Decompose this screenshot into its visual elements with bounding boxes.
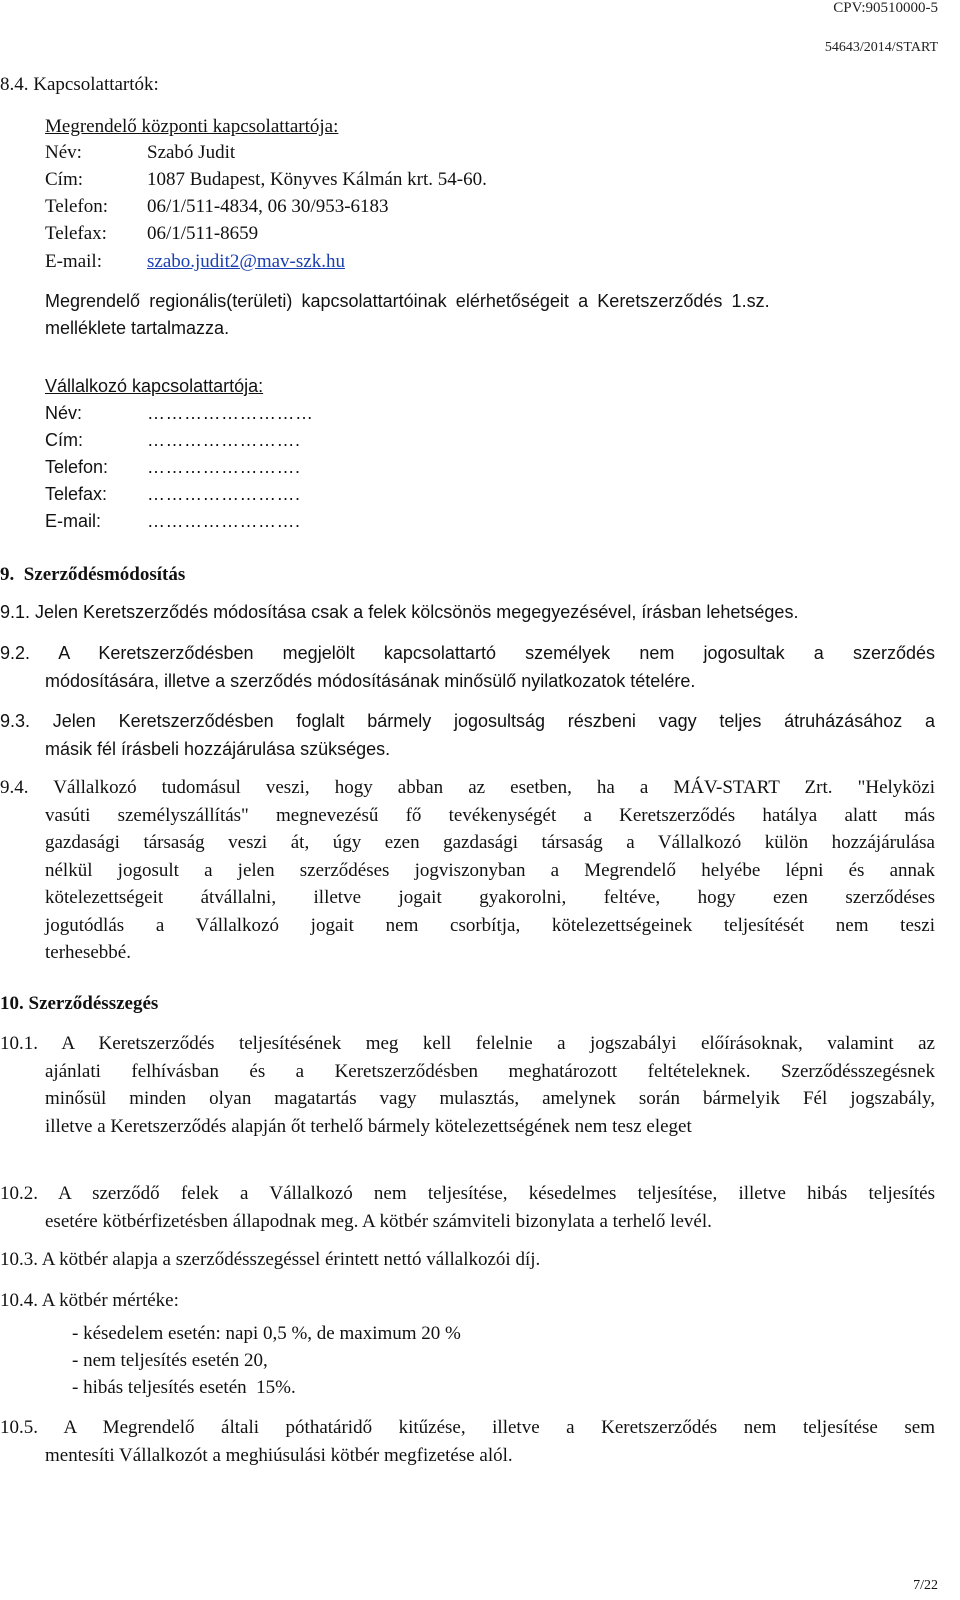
paragraph-line: mentesíti Vállalkozót a meghiúsulási kötbér megfizetése alól. [45,1444,513,1466]
label: Név: [45,403,83,423]
central-email-row [45,248,345,275]
paragraph-9-2 [0,640,935,695]
paragraph-line: ajánlati felhívásban és a Keretszerződésben meghatározott feltételeknek. Szerződésszegésnek [45,1060,935,1082]
paragraph-9-3 [0,708,935,763]
label: Név: [45,142,82,163]
label: Telefax: [45,484,108,504]
paragraph-line: terhesebbé. [45,942,131,963]
paragraph-line: módosítására, illetve a szerződés módosításának minősülő nyilatkozatok tételére. [45,670,696,691]
paragraph-line: másik fél írásbeli hozzájárulása szükséges. [45,738,391,759]
paragraph-line: jogutódlás a Vállalkozó jogait nem csorbítja, kötelezettségeinek teljesítését nem teszi [45,914,935,936]
regional-contacts-line-1: Megrendelő regionális(területi) kapcsolattartóinak elérhetőségeit a Keretszerződés 1.sz. [45,291,770,311]
paragraph-10-1 [0,1030,935,1140]
contractor-fax-row [45,481,301,508]
label: E-mail: [45,511,102,531]
label: Telefon: [45,196,109,217]
paragraph-line: vasúti személyszállítás" megnevezésű fő tevékenységét a Keretszerződés hatálya alatt más [45,804,935,826]
paragraph-line: kötelezettségeit átvállalni, illetve jogait gyakorolni, feltéve, hogy ezen szerződéses [45,887,935,908]
paragraph-line: nélkül jogosult a jelen szerződéses jogviszonyban a Megrendelő helyébe lépni és annak [45,859,935,881]
central-phone-row [45,193,389,220]
central-address-row [45,166,487,193]
central-contact-title: Megrendelő központi kapcsolattartója: [45,116,339,137]
list-item: - hibás teljesítés esetén 15%. [72,1377,296,1398]
paragraph-line: esetére kötbérfizetésben állapodnak meg. A kötbér számviteli bizonylata a terhelő levél. [45,1210,712,1232]
paragraph-line: 10.1. A Keretszerződés teljesítésének meg kell felelnie a jogszabályi előírásoknak, valamint az [0,1033,935,1054]
central-name-row [45,139,235,166]
section-heading-10: 10. Szerződésszegés [0,993,159,1014]
label: Telefon: [45,457,109,477]
contractor-contact-title: Vállalkozó kapcsolattartója: [45,376,264,396]
paragraph-line: 10.5. A Megrendelő általi póthatáridő kitűzése, illetve a Keretszerződés nem teljesítése sem [0,1417,935,1438]
list-item: - nem teljesítés esetén 20, [72,1350,268,1371]
section-heading-8-4: 8.4. Kapcsolattartók: [0,74,159,95]
paragraph-line: 9.3. Jelen Keretszerződésben foglalt bármely jogosultság részbeni vagy teljes átruházásához a [0,711,935,731]
paragraph-line: 10.2. A szerződő felek a Vállalkozó nem teljesítése, késedelmes teljesítése, illetve hibás teljesítés [0,1183,935,1204]
list-item: - késedelem esetén: napi 0,5 %, de maximum 20 % [72,1323,461,1344]
paragraph-9-4 [0,774,935,967]
placeholder-dots: ……………………. [147,430,301,450]
email-link[interactable]: szabo.judit2@mav-szk.hu [147,251,345,272]
paragraph-10-2 [0,1180,935,1235]
paragraph-9-1: 9.1. Jelen Keretszerződés módosítása csak a felek kölcsönös megegyezésével, írásban lehetséges. [0,602,799,622]
label: Cím: [45,169,84,190]
label: Telefax: [45,223,107,244]
label: Cím: [45,430,83,450]
paragraph-10-3: 10.3. A kötbér alapja a szerződésszegéssel érintett nettó vállalkozói díj. [0,1249,541,1270]
label: E-mail: [45,251,102,272]
placeholder-dots: ……………………. [147,457,301,477]
placeholder-dots: ……………………. [147,484,301,504]
contractor-address-row [45,427,301,454]
contractor-name-row [45,400,314,427]
placeholder-dots: ……………………… [147,403,314,423]
paragraph-line: illetve a Keretszerződés alapján őt terhelő bármely kötelezettségének nem tesz eleget [45,1115,692,1137]
placeholder-dots: ……………………. [147,511,301,531]
contractor-email-row [45,508,301,535]
value: Szabó Judit [147,142,236,163]
regional-contacts-line-2: melléklete tartalmazza. [45,318,230,338]
contractor-phone-row [45,454,301,481]
value: 06/1/511-4834, 06 30/953-6183 [147,196,389,217]
paragraph-line: 9.2. A Keretszerződésben megjelölt kapcsolattartó személyek nem jogosultak a szerződés [0,643,935,663]
value: 1087 Budapest, Könyves Kálmán krt. 54-60. [147,169,487,190]
paragraph-10-4: 10.4. A kötbér mértéke: [0,1290,179,1311]
cpv-code: CPV:90510000-5 [833,0,938,16]
reference-number: 54643/2014/START [824,40,938,55]
paragraph-line: 9.4. Vállalkozó tudomásul veszi, hogy abban az esetben, ha a MÁV-START Zrt. "Helyközi [0,777,935,798]
paragraph-10-5 [0,1414,935,1469]
value: 06/1/511-8659 [147,223,259,244]
paragraph-line: minősül minden olyan magatartás vagy mulasztás, amelynek során bármelyik Fél jogszabály, [45,1088,935,1109]
section-heading-9: 9. Szerződésmódosítás [0,564,186,585]
page-number: 7/22 [913,1578,938,1593]
paragraph-line: gazdasági társaság veszi át, úgy ezen gazdasági társaság a Vállalkozó külön hozzájárulása [45,832,935,853]
central-fax-row [45,220,258,247]
